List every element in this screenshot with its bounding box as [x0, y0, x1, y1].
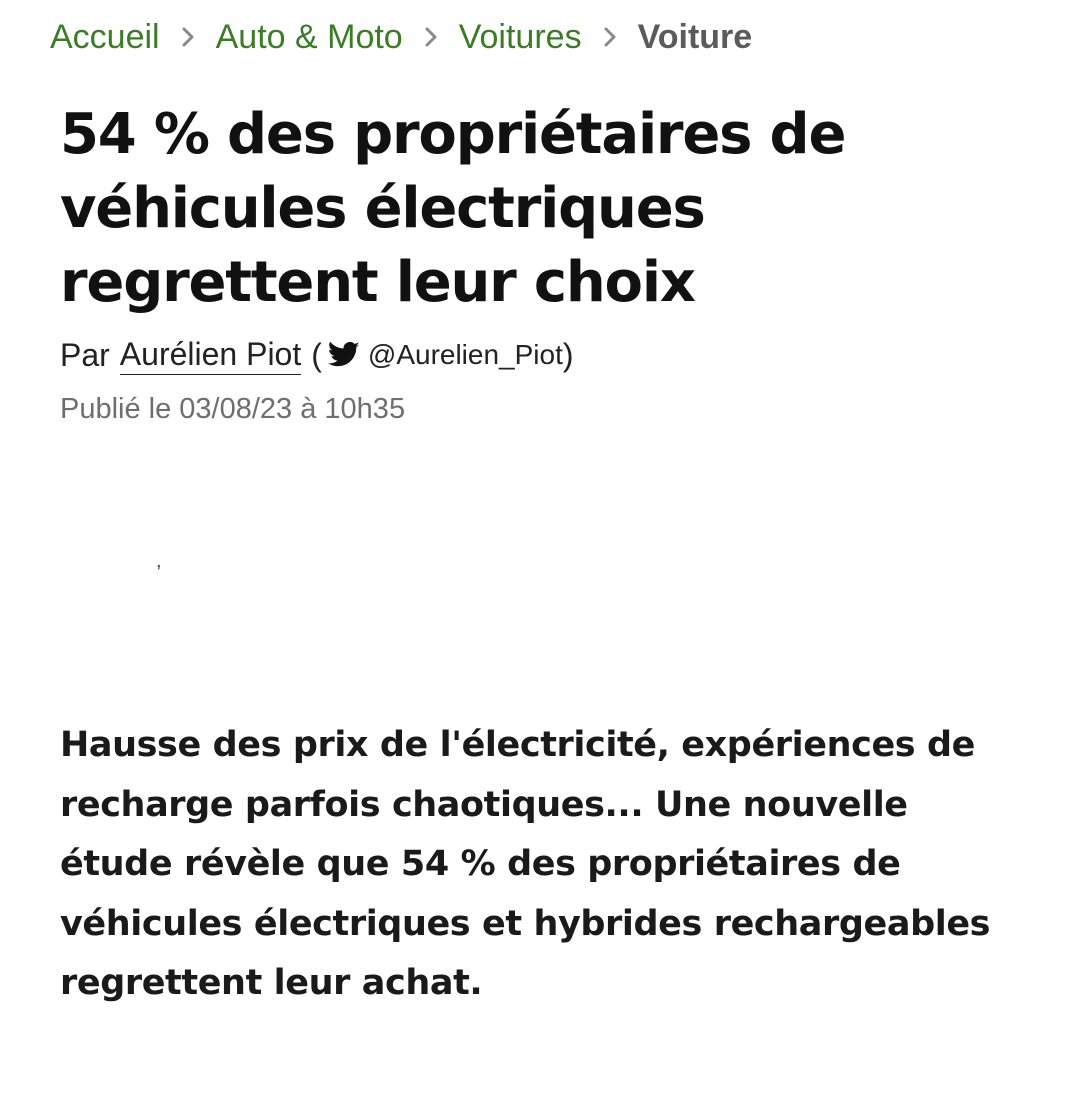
breadcrumb-link-voitures[interactable]: Voitures: [458, 18, 582, 56]
byline-open-paren: (: [311, 336, 322, 373]
byline-close-paren: ): [562, 336, 574, 373]
author-link[interactable]: Aurélien Piot: [120, 335, 301, 375]
byline-prefix: Par: [60, 336, 110, 373]
breadcrumb: [50, 14, 752, 60]
article-lead: Hausse des prix de l'électricité, expériences de recharge parfois chaotiques... Une nouvelle étude révèle que 54 % des propriétaires de véhicules électriques et hybrides rechargeables regrettent leur achat.: [60, 725, 991, 1003]
twitter-icon: [328, 341, 360, 369]
chevron-right-icon: [582, 14, 638, 60]
article-title: 54 % des propriétaires de véhicules électriques regrettent leur choix: [60, 102, 846, 315]
breadcrumb-link-auto-moto[interactable]: Auto & Moto: [215, 18, 403, 56]
chevron-right-icon: [403, 14, 459, 60]
chevron-right-icon: [160, 14, 216, 60]
publish-date: Publié le 03/08/23 à 10h35: [60, 393, 406, 425]
media-glyph: ,: [156, 550, 162, 572]
breadcrumb-current: Voiture: [637, 18, 753, 56]
media-placeholder: [60, 470, 1020, 680]
article-byline: [60, 332, 574, 378]
breadcrumb-link-accueil[interactable]: Accueil: [50, 18, 160, 56]
twitter-handle-link[interactable]: @Aurelien_Piot: [367, 339, 563, 370]
